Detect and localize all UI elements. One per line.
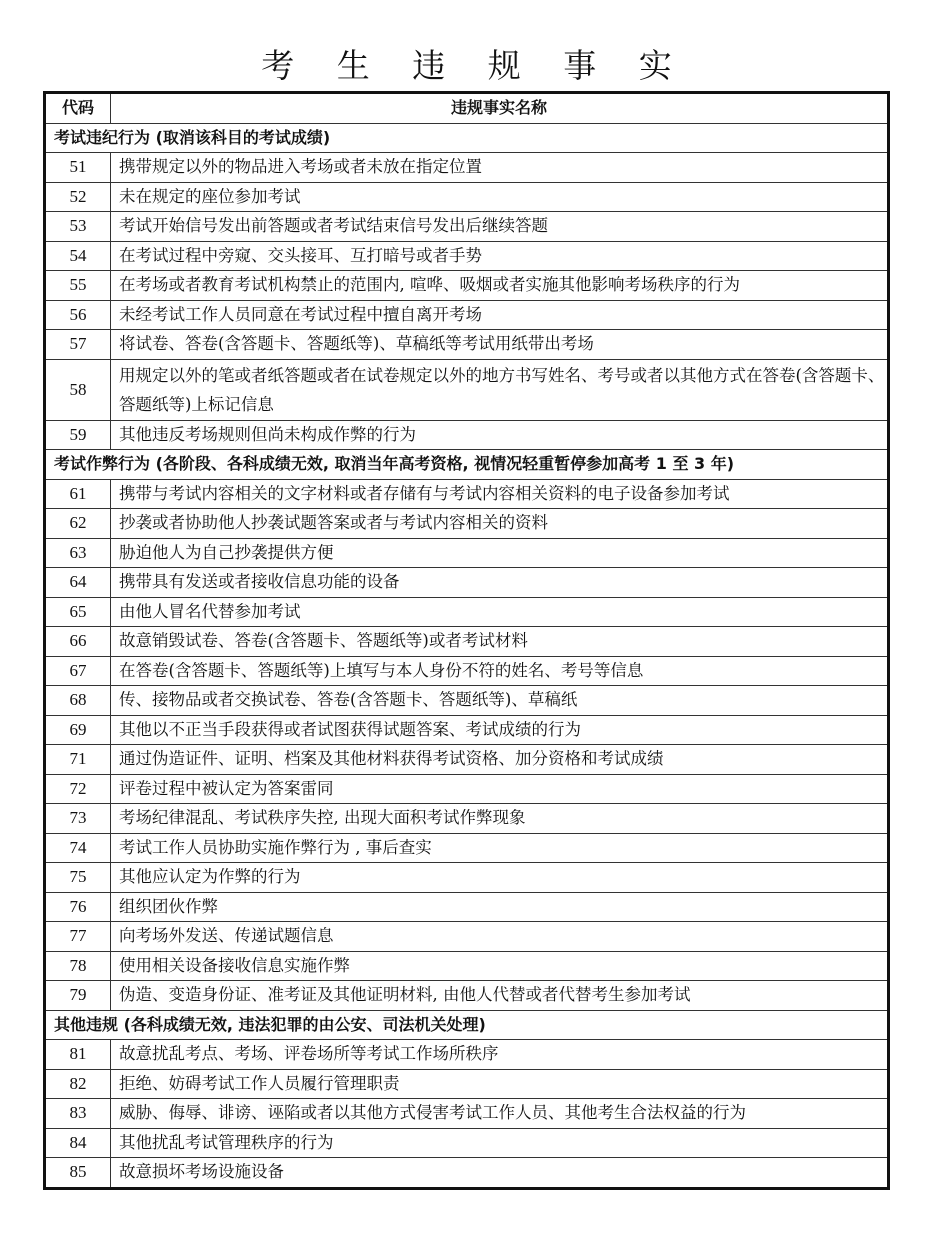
table-row: [45, 656, 889, 686]
table-row: [45, 922, 889, 952]
violation-code: 83: [45, 1099, 111, 1129]
violation-code: 54: [45, 241, 111, 271]
violation-code: 77: [45, 922, 111, 952]
section-heading: 考试违纪行为 (取消该科目的考试成绩): [45, 123, 889, 153]
violation-code: 65: [45, 597, 111, 627]
violation-code: 81: [45, 1040, 111, 1070]
violation-code: 79: [45, 981, 111, 1011]
violation-description: 拒绝、妨碍考试工作人员履行管理职责: [111, 1069, 889, 1099]
table-row: [45, 182, 889, 212]
table-row: [45, 715, 889, 745]
violation-code: 51: [45, 153, 111, 183]
violations-table: [43, 91, 890, 1190]
violation-description: 其他扰乱考试管理秩序的行为: [111, 1128, 889, 1158]
violation-code: 75: [45, 863, 111, 893]
table-row: [45, 271, 889, 301]
table-row: [45, 1099, 889, 1129]
violation-description: 携带规定以外的物品进入考场或者未放在指定位置: [111, 153, 889, 183]
violation-description: 考试开始信号发出前答题或者考试结束信号发出后继续答题: [111, 212, 889, 242]
violation-code: 56: [45, 300, 111, 330]
violation-code: 69: [45, 715, 111, 745]
violation-code: 66: [45, 627, 111, 657]
table-row: [45, 1128, 889, 1158]
violation-code: 78: [45, 951, 111, 981]
violation-code: 55: [45, 271, 111, 301]
table-row: [45, 804, 889, 834]
violation-code: 76: [45, 892, 111, 922]
violation-code: 58: [45, 359, 111, 420]
violation-description: 在考试过程中旁窥、交头接耳、互打暗号或者手势: [111, 241, 889, 271]
section-heading: 考试作弊行为 (各阶段、各科成绩无效, 取消当年高考资格, 视情况轻重暂停参加高考 1 至 3 年): [45, 450, 889, 480]
table-row: [45, 241, 889, 271]
table-row: [45, 981, 889, 1011]
table-row: [45, 951, 889, 981]
violation-description: 故意损坏考场设施设备: [111, 1158, 889, 1189]
section-row: [45, 1010, 889, 1040]
table-row: [45, 420, 889, 450]
table-row: [45, 479, 889, 509]
table-row: [45, 1069, 889, 1099]
table-row: [45, 745, 889, 775]
violation-code: 63: [45, 538, 111, 568]
column-header-code: 代码: [45, 93, 111, 124]
violation-code: 74: [45, 833, 111, 863]
violation-code: 57: [45, 330, 111, 360]
violation-description: 将试卷、答卷(含答题卡、答题纸等)、草稿纸等考试用纸带出考场: [111, 330, 889, 360]
violation-description: 用规定以外的笔或者纸答题或者在试卷规定以外的地方书写姓名、考号或者以其他方式在答卷(含答题卡、答题纸等)上标记信息: [111, 359, 889, 420]
violation-code: 82: [45, 1069, 111, 1099]
table-row: [45, 1158, 889, 1189]
violation-description: 故意销毁试卷、答卷(含答题卡、答题纸等)或者考试材料: [111, 627, 889, 657]
violation-description: 未经考试工作人员同意在考试过程中擅自离开考场: [111, 300, 889, 330]
table-row: [45, 359, 889, 420]
table-row: [45, 597, 889, 627]
violation-code: 64: [45, 568, 111, 598]
table-row: [45, 863, 889, 893]
violation-description: 伪造、变造身份证、准考证及其他证明材料, 由他人代替或者代替考生参加考试: [111, 981, 889, 1011]
table-row: [45, 568, 889, 598]
violation-description: 组织团伙作弊: [111, 892, 889, 922]
table-row: [45, 1040, 889, 1070]
violation-description: 其他应认定为作弊的行为: [111, 863, 889, 893]
table-body: [45, 123, 889, 1188]
violation-code: 72: [45, 774, 111, 804]
table-row: [45, 153, 889, 183]
violation-description: 评卷过程中被认定为答案雷同: [111, 774, 889, 804]
section-row: [45, 450, 889, 480]
table-row: [45, 538, 889, 568]
violation-description: 传、接物品或者交换试卷、答卷(含答题卡、答题纸等)、草稿纸: [111, 686, 889, 716]
violation-code: 85: [45, 1158, 111, 1189]
violation-description: 在考场或者教育考试机构禁止的范围内, 喧哗、吸烟或者实施其他影响考场秩序的行为: [111, 271, 889, 301]
table-row: [45, 892, 889, 922]
violation-description: 故意扰乱考点、考场、评卷场所等考试工作场所秩序: [111, 1040, 889, 1070]
violation-description: 未在规定的座位参加考试: [111, 182, 889, 212]
table-row: [45, 212, 889, 242]
violation-code: 84: [45, 1128, 111, 1158]
violation-description: 通过伪造证件、证明、档案及其他材料获得考试资格、加分资格和考试成绩: [111, 745, 889, 775]
column-header-name: 违规事实名称: [111, 93, 889, 124]
violation-code: 62: [45, 509, 111, 539]
table-row: [45, 330, 889, 360]
violation-description: 其他以不正当手段获得或者试图获得试题答案、考试成绩的行为: [111, 715, 889, 745]
violation-code: 61: [45, 479, 111, 509]
table-row: [45, 627, 889, 657]
violation-description: 在答卷(含答题卡、答题纸等)上填写与本人身份不符的姓名、考号等信息: [111, 656, 889, 686]
violation-code: 71: [45, 745, 111, 775]
violation-description: 威胁、侮辱、诽谤、诬陷或者以其他方式侵害考试工作人员、其他考生合法权益的行为: [111, 1099, 889, 1129]
violation-code: 53: [45, 212, 111, 242]
violation-description: 其他违反考场规则但尚未构成作弊的行为: [111, 420, 889, 450]
table-row: [45, 509, 889, 539]
violation-description: 携带具有发送或者接收信息功能的设备: [111, 568, 889, 598]
violation-description: 考试工作人员协助实施作弊行为 , 事后查实: [111, 833, 889, 863]
violation-code: 68: [45, 686, 111, 716]
violation-code: 73: [45, 804, 111, 834]
violation-code: 67: [45, 656, 111, 686]
violation-description: 抄袭或者协助他人抄袭试题答案或者与考试内容相关的资料: [111, 509, 889, 539]
violation-description: 由他人冒名代替参加考试: [111, 597, 889, 627]
table-row: [45, 833, 889, 863]
table-row: [45, 774, 889, 804]
section-row: [45, 123, 889, 153]
table-header-row: [45, 93, 889, 124]
violation-description: 考场纪律混乱、考试秩序失控, 出现大面积考试作弊现象: [111, 804, 889, 834]
violation-description: 向考场外发送、传递试题信息: [111, 922, 889, 952]
violation-description: 使用相关设备接收信息实施作弊: [111, 951, 889, 981]
violation-description: 携带与考试内容相关的文字材料或者存储有与考试内容相关资料的电子设备参加考试: [111, 479, 889, 509]
table-row: [45, 686, 889, 716]
table-row: [45, 300, 889, 330]
violation-code: 59: [45, 420, 111, 450]
violation-code: 52: [45, 182, 111, 212]
section-heading: 其他违规 (各科成绩无效, 违法犯罪的由公安、司法机关处理): [45, 1010, 889, 1040]
page-title: 考 生 违 规 事 实: [261, 46, 688, 85]
violation-description: 胁迫他人为自己抄袭提供方便: [111, 538, 889, 568]
